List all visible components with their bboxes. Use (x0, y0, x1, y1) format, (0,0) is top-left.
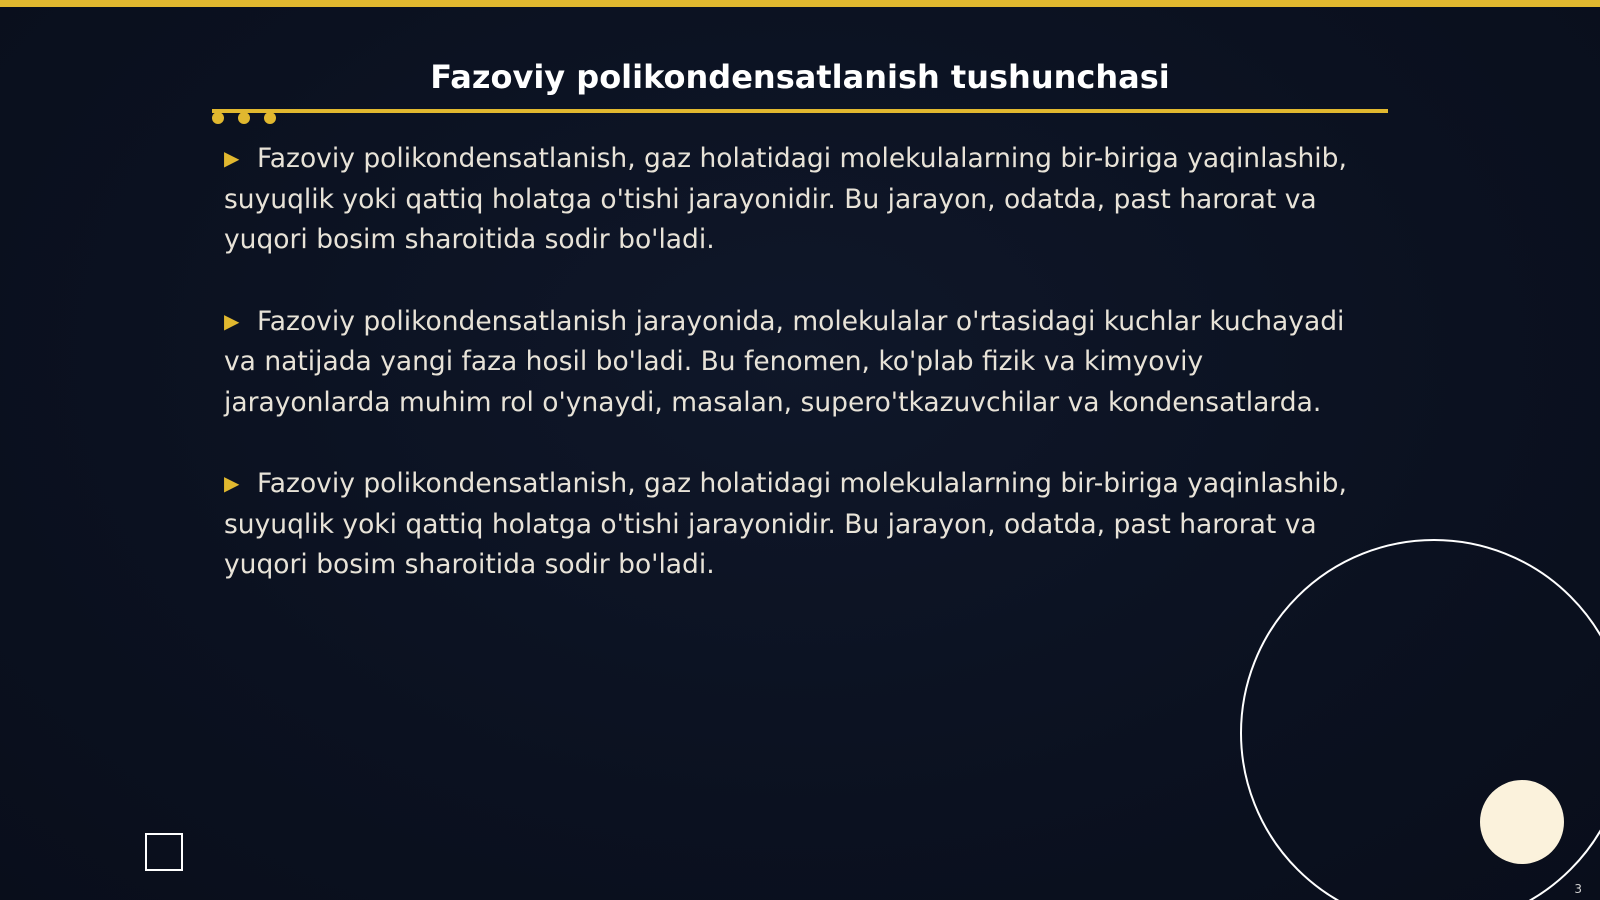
dot-icon (264, 112, 276, 124)
title-underline (212, 109, 1388, 113)
decorative-square (145, 833, 183, 871)
page-number: 3 (1574, 882, 1582, 896)
bullet-list (224, 138, 1374, 626)
bullet-item (224, 301, 1374, 424)
triangle-right-icon: ▶ (224, 308, 240, 333)
triangle-right-icon: ▶ (224, 146, 240, 170)
top-accent-bar (0, 0, 1600, 7)
bullet-item (224, 138, 1374, 261)
dot-icon (238, 112, 250, 124)
triangle-right-icon: ▶ (224, 471, 240, 495)
dot-icon (212, 112, 224, 124)
bullet-text: Fazoviy polikondensatlanish jarayonida, molekulalar o'rtasidagi kuchlar kuchayadi va natijada yangi faza hosil bo'ladi. Bu fenomen, ko'plab fizik va kimyoviy jarayonlarda muhim rol o'ynaydi, masalan, supero'tkazuvchilar va kondensatlarda. (224, 305, 1345, 418)
decorative-dots (212, 112, 276, 124)
bullet-text: Fazoviy polikondensatlanish, gaz holatidagi molekulalarning bir-biriga yaqinlashib, suyuqlik yoki qattiq holatga o'tishi jarayonidir. Bu jarayon, odatda, past harorat va yuqori bosim sharoitida sodir bo'ladi. (224, 143, 1347, 255)
decorative-circle-filled (1480, 780, 1564, 864)
bullet-text: Fazoviy polikondensatlanish, gaz holatidagi molekulalarning bir-biriga yaqinlashib, suyuqlik yoki qattiq holatga o'tishi jarayonidir. Bu jarayon, odatda, past harorat va yuqori bosim sharoitida sodir bo'ladi. (224, 468, 1347, 580)
bullet-item (224, 463, 1374, 586)
slide-title: Fazoviy polikondensatlanish tushunchasi (430, 58, 1170, 96)
